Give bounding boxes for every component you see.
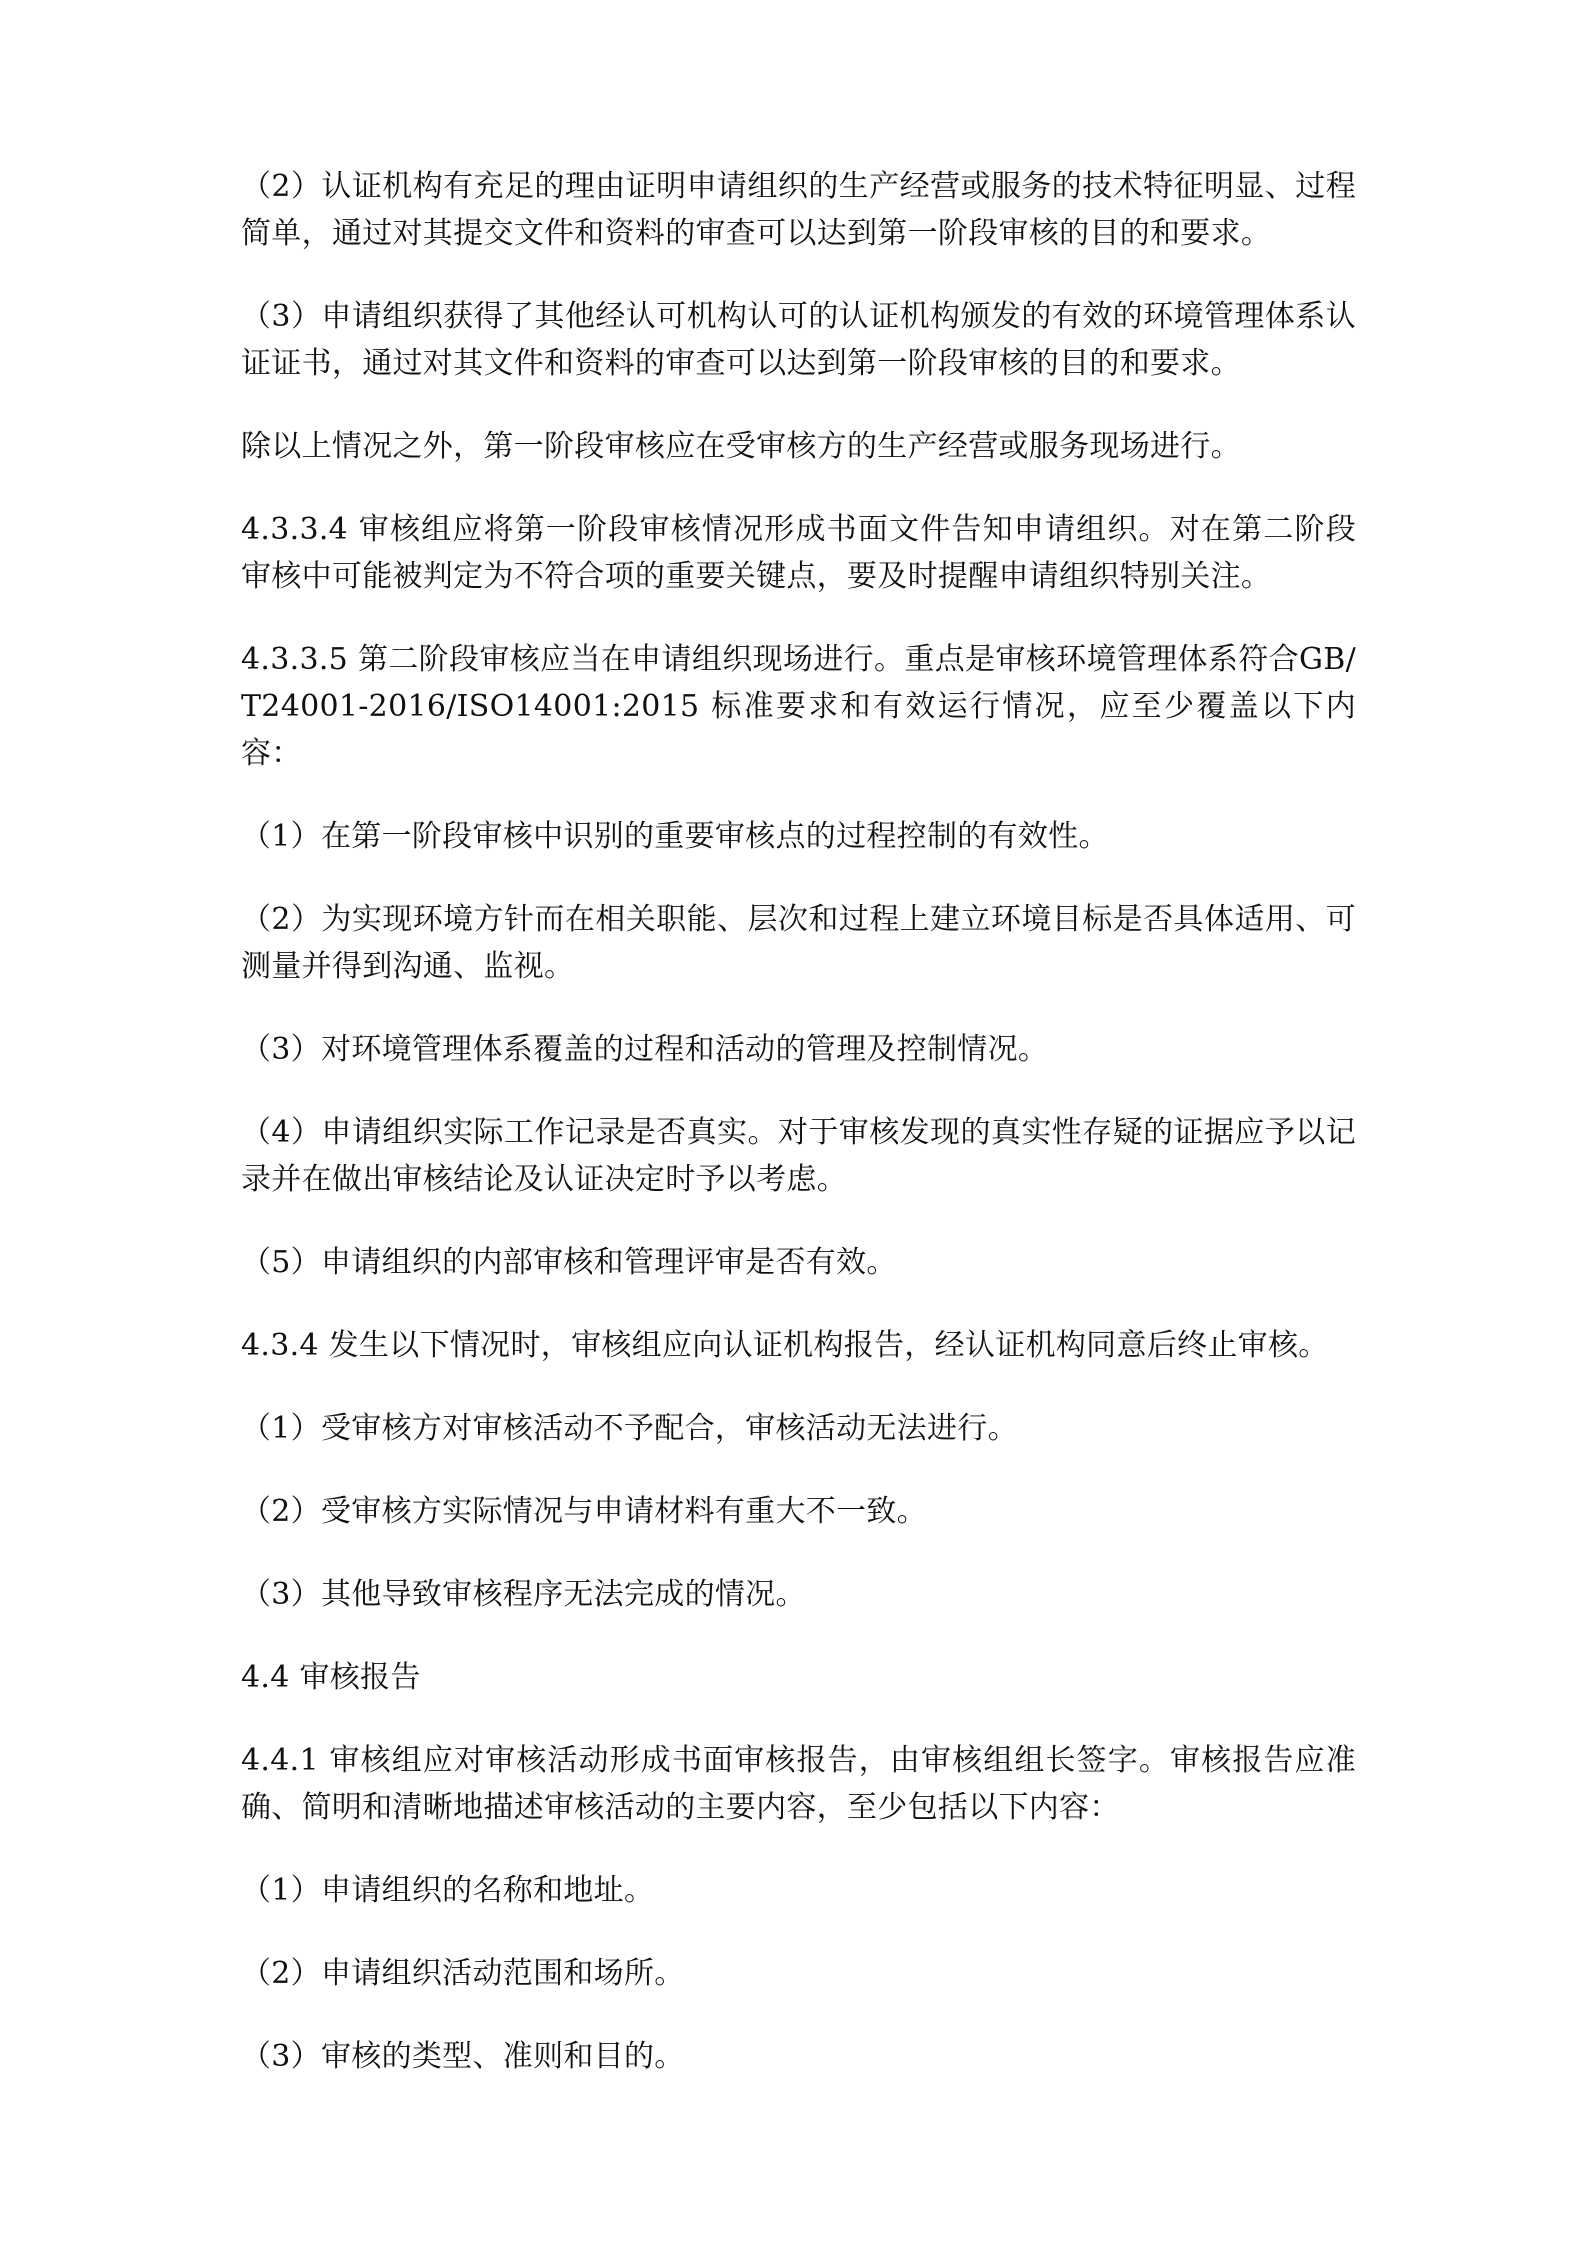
paragraph: 4.3.4 发生以下情况时，审核组应向认证机构报告，经认证机构同意后终止审核。 [241,1328,1329,1363]
paragraph: （3）审核的类型、准则和目的。 [241,2039,685,2074]
paragraph: （2）为实现环境方针而在相关职能、层次和过程上建立环境目标是否具体适用、可测量并得到沟通、监视。 [241,902,1356,984]
paragraph: （3）申请组织获得了其他经认可机构认可的认证机构颁发的有效的环境管理体系认证证书，通过对其文件和资料的审查可以达到第一阶段审核的目的和要求。 [241,299,1356,381]
section-heading: 4.4 审核报告 [241,1660,421,1695]
paragraph: （1）在第一阶段审核中识别的重要审核点的过程控制的有效性。 [241,819,1109,854]
paragraph: 4.3.3.5 第二阶段审核应当在申请组织现场进行。重点是审核环境管理体系符合GB/T24001-2016/ISO14001:2015 标准要求和有效运行情况，应至少覆盖以下内容： [241,642,1356,771]
paragraph: （2）受审核方实际情况与申请材料有重大不一致。 [241,1494,927,1529]
paragraph: （3）对环境管理体系覆盖的过程和活动的管理及控制情况。 [241,1032,1049,1067]
paragraph: （1）受审核方对审核活动不予配合，审核活动无法进行。 [241,1411,1018,1446]
paragraph: （1）申请组织的名称和地址。 [241,1873,655,1908]
document-body [241,163,1356,2116]
paragraph: 4.4.1 审核组应对审核活动形成书面审核报告，由审核组组长签字。审核报告应准确、简明和清晰地描述审核活动的主要内容，至少包括以下内容： [241,1743,1356,1825]
paragraph: 除以上情况之外，第一阶段审核应在受审核方的生产经营或服务现场进行。 [241,429,1241,464]
paragraph: （2）认证机构有充足的理由证明申请组织的生产经营或服务的技术特征明显、过程简单，通过对其提交文件和资料的审查可以达到第一阶段审核的目的和要求。 [241,169,1356,251]
paragraph: 4.3.3.4 审核组应将第一阶段审核情况形成书面文件告知申请组织。对在第二阶段审核中可能被判定为不符合项的重要关键点，要及时提醒申请组织特别关注。 [241,512,1356,594]
paragraph: （5）申请组织的内部审核和管理评审是否有效。 [241,1245,897,1280]
paragraph: （3）其他导致审核程序无法完成的情况。 [241,1577,806,1612]
paragraph: （2）申请组织活动范围和场所。 [241,1956,685,1991]
paragraph: （4）申请组织实际工作记录是否真实。对于审核发现的真实性存疑的证据应予以记录并在做出审核结论及认证决定时予以考虑。 [241,1115,1356,1197]
